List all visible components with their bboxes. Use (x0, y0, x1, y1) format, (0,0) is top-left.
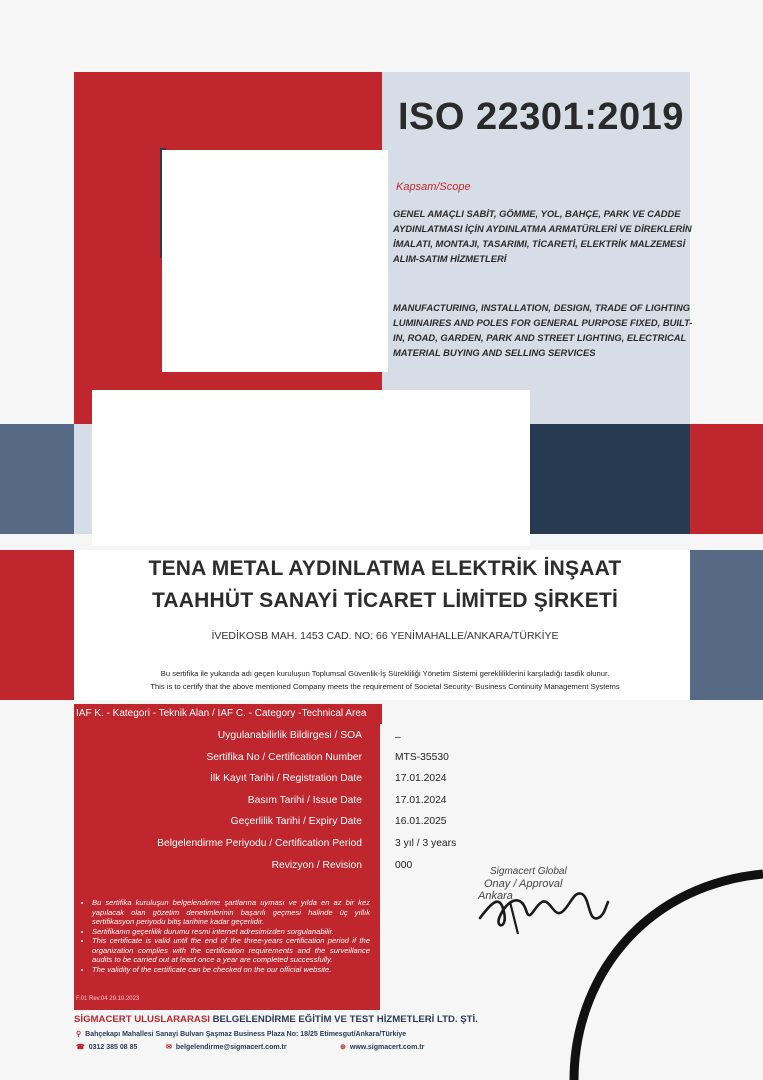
certificate-number-label: Sertifika No / Certification Number (206, 752, 362, 763)
soa-label: Uygulanabilirlik Bildirgesi / SOA (217, 730, 362, 741)
footer-company-rest: BELGELENDİRME EĞİTİM VE TEST HİZMETLERİ LTD. ŞTİ. (212, 1014, 478, 1025)
phone-icon: ☎ (76, 1044, 85, 1051)
footer-address: Bahçekapı Mahallesi Sanayi Bulvarı Şaşmaz Business Plaza No: 18/25 Etimesgut/Ankara/Türkiye (85, 1031, 407, 1038)
scope-text-tr: GENEL AMAÇLI SABİT, GÖMME, YOL, BAHÇE, PARK VE CADDE AYDINLATMASI İÇİN AYDINLATMA ARMATÜRLERİ VE DİREKLERİN İMALATI, MONTAJI, TASARIMI, TİCARETİ, ELEKTRİK MALZEMESİ ALIM-SATIM HİZMETLERİ (393, 208, 692, 264)
band-slate-left (0, 424, 74, 534)
envelope-icon: ✉ (166, 1044, 172, 1051)
issue-date-label: Basım Tarihi / Issue Date (247, 795, 362, 806)
footer-address-line (76, 1030, 406, 1038)
approval-label: Onay / Approval (484, 878, 563, 890)
standard-title: ISO 22301:2019 (398, 96, 684, 138)
footer-brand: SİGMACERT ULUSLARARASI (74, 1014, 210, 1025)
globe-icon: ⊕ (340, 1044, 346, 1051)
company-name-line2: TAAHHÜT SANAYİ TİCARET LİMİTED ŞİRKETİ (151, 589, 619, 612)
location-pin-icon: ⚲ (76, 1031, 82, 1038)
revision-label: Revizyon / Revision (271, 860, 362, 871)
form-revision-note: F.01 Rev.04 29.10.2023 (76, 996, 140, 1002)
revision-value: 000 (395, 860, 413, 871)
certificate-notes (80, 898, 370, 974)
issue-date-value: 17.01.2024 (395, 795, 447, 806)
scope-label: Kapsam/Scope (396, 181, 471, 193)
certify-text-tr: Bu sertifika ile yukarıda adı geçen kuruluşun Toplumsal Güvenlik-İş Sürekliliği Yönetim Sistemi gerekliliklerini karşıladığı tasdik olunur. (160, 669, 610, 678)
certification-period-value: 3 yıl / 3 years (395, 838, 457, 849)
band-navy (530, 424, 690, 534)
footer-company (74, 1014, 478, 1025)
approval-place: Ankara (478, 890, 513, 902)
soa-value: – (395, 732, 401, 743)
certificate-number-value: MTS-35530 (395, 752, 449, 763)
footer-email-line (166, 1043, 287, 1051)
company-name-line1: TENA METAL AYDINLATMA ELEKTRİK İNŞAAT (148, 557, 622, 580)
slate-block-right (690, 550, 763, 700)
decorative-arc (560, 862, 763, 1080)
certify-text-en: This is to certify that the above mentioned Company meets the requirement of Societal Security- Business Continuity Management Systems (150, 682, 620, 691)
company-address: İVEDİKOSB MAH. 1453 CAD. NO: 66 YENİMAHALLE/ANKARA/TÜRKİYE (211, 630, 559, 642)
note-item: • The validity of the certificate can be checked on the our official website. (92, 965, 370, 975)
iaf-category-header: IAF K. - Kategori - Teknik Alan / IAF C. - Category -Technical Area (74, 704, 382, 724)
band-red-right (690, 424, 763, 534)
footer-website-line (340, 1043, 424, 1051)
red-block-left (0, 550, 74, 700)
note-item: • Bu sertifika kuruluşun belgelendirme şartlarına uyması ve yılda en az bir kez yapılacak olan gözetim denetimlerinin başarılı geçmesi halinde üç yıllık sertifikasyon periyodu bitiş tarihine kadar geçerlidir. (92, 898, 370, 927)
footer-email[interactable]: belgelendirme@sigmacert.com.tr (175, 1044, 287, 1051)
approval-org: Sigmacert Global (490, 866, 567, 877)
footer-website[interactable]: www.sigmacert.com.tr (349, 1044, 425, 1051)
note-item: • This certificate is valid until the end of the three-years certification period if the organization complies with the certification requirements and the surveillance audits to be carried out at least once a year are completed successfully. (92, 936, 370, 965)
footer-phone-line (76, 1043, 137, 1051)
registration-date-label: İlk Kayıt Tarihi / Registration Date (209, 773, 362, 784)
redacted-logo-area (162, 150, 388, 372)
certification-period-label: Belgelendirme Periyodu / Certification Period (157, 838, 362, 849)
registration-date-value: 17.01.2024 (395, 773, 447, 784)
scope-text-en: MANUFACTURING, INSTALLATION, DESIGN, TRADE OF LIGHTING LUMINAIRES AND POLES FOR GENERAL PURPOSE FIXED, BUILT-IN, ROAD, GARDEN, PARK AND STREET LIGHTING, ELECTRICAL MATERIAL BUYING AND SELLING SERVICES (393, 302, 693, 358)
redacted-accreditation-area (92, 390, 530, 546)
footer-phone: 0312 385 08 85 (88, 1044, 138, 1051)
note-item: • Sertifikanın geçerlilik durumu resmi internet adresimizden sorgulanabilir. (92, 927, 370, 937)
expiry-date-label: Geçerlilik Tarihi / Expiry Date (230, 816, 362, 827)
expiry-date-value: 16.01.2025 (395, 816, 447, 827)
